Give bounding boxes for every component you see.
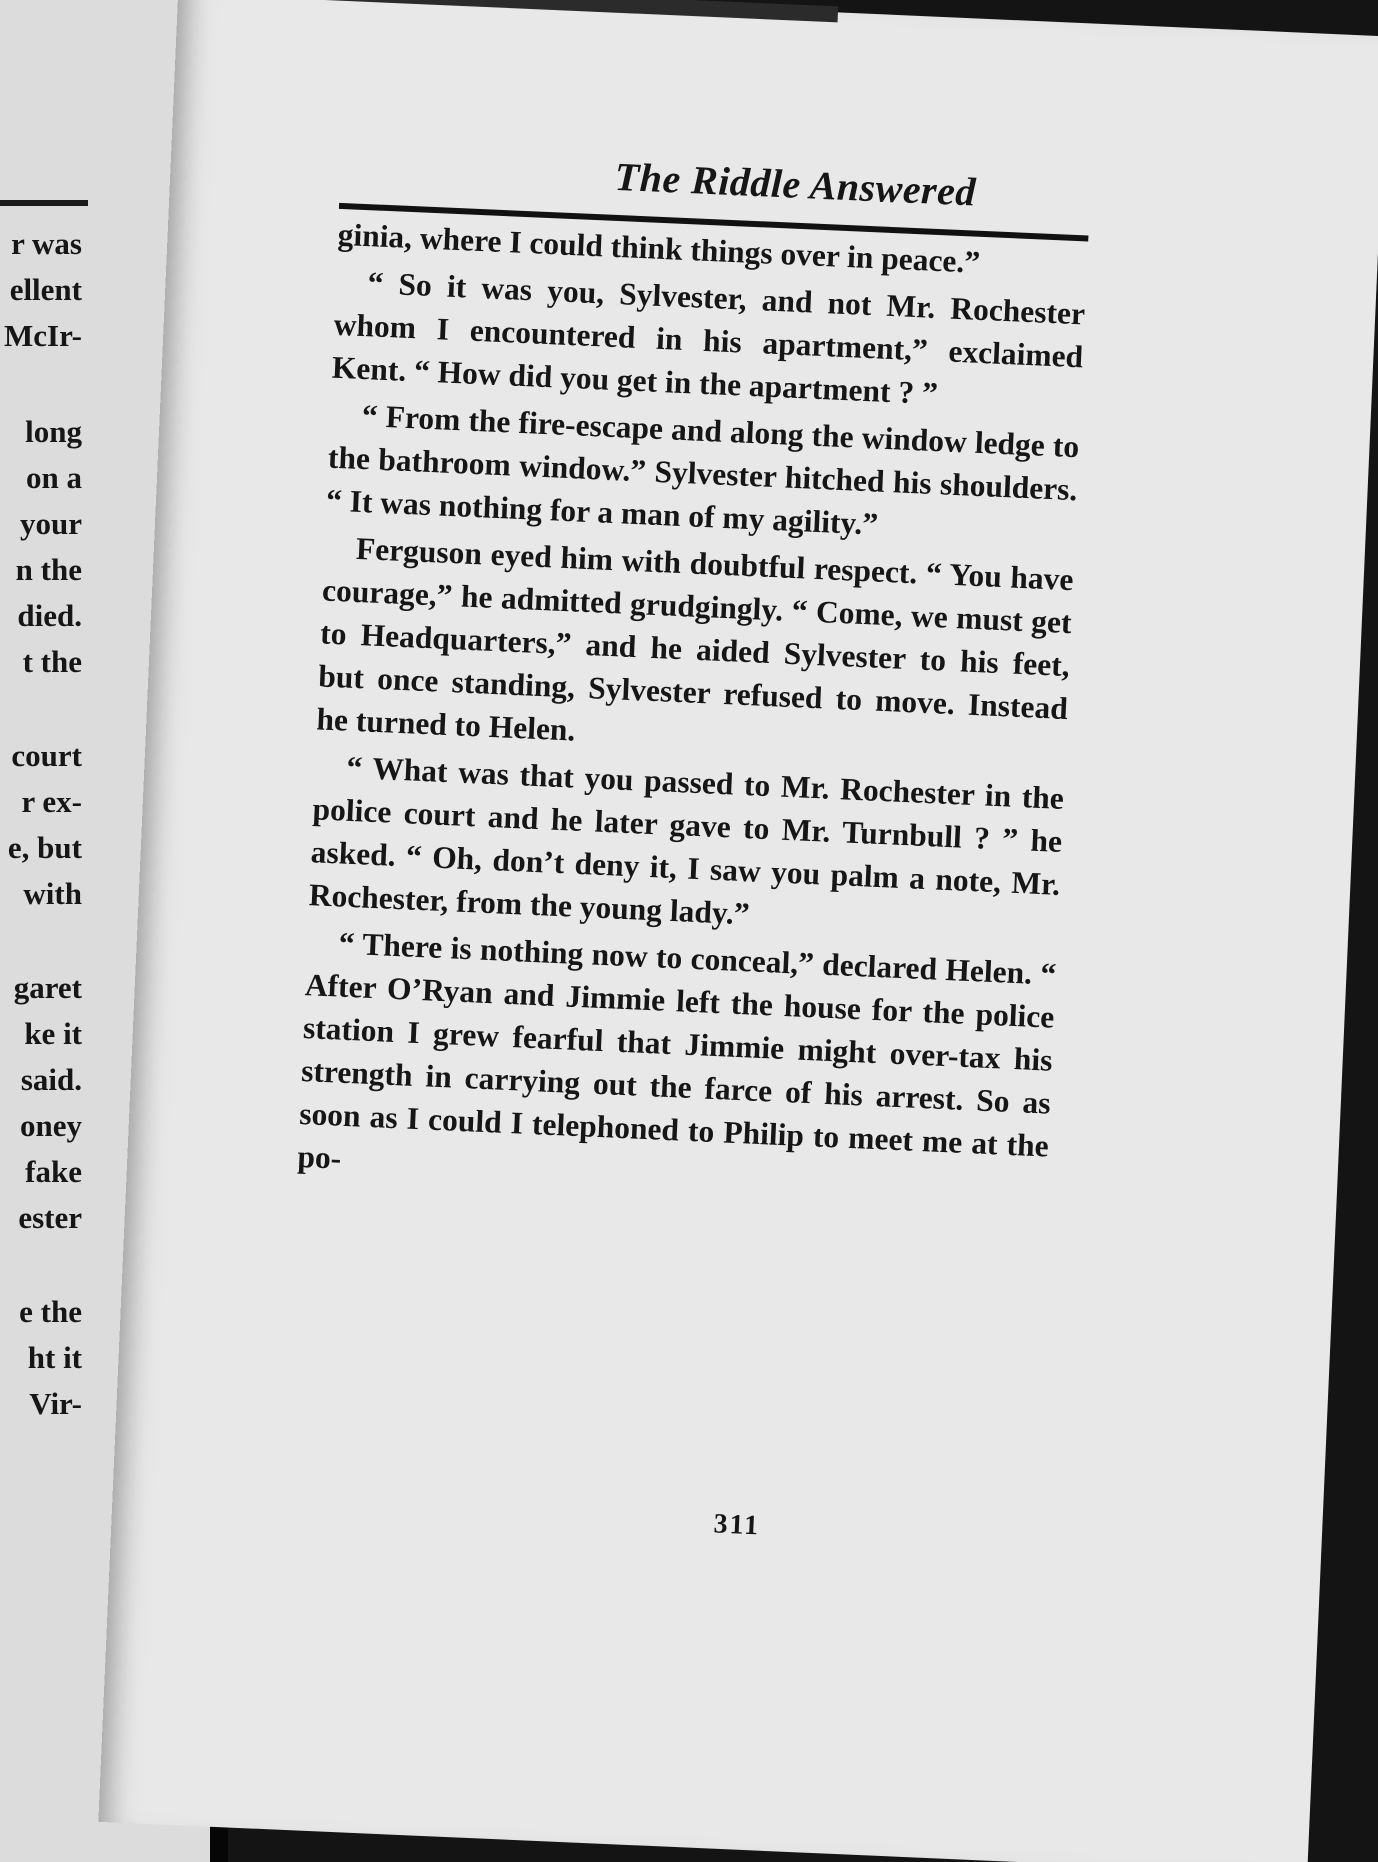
left-page-fragment: your [20,506,82,541]
right-page [98,0,1378,1862]
left-page-fragment: long [25,414,82,449]
left-page-fragment: e the [19,1294,82,1329]
left-page-fragment: with [23,876,82,911]
paragraph: Ferguson eyed him with doubtful respect. “ You have courage,” he admitted grudgingly. “ Come, we must get to Headquarters,” and he aided Sylvester to his feet, but once standing, Sylvester refused to move. Instead he turned to Helen. [315,530,1075,748]
left-page-fragment: e, but [7,830,82,865]
left-page-fragment: r was [11,226,82,261]
left-page-fragment: said. [20,1062,82,1097]
left-page-fragment: ester [18,1200,82,1235]
paragraph: “ From the fire-escape and along the window ledge to the bathroom window.” Sylvester hitched his shoulders. “ It was nothing for a man of my agility.” [325,398,1080,542]
left-page-fragment: died. [17,598,82,633]
paragraph: “ What was that you passed to Mr. Rochester in the police court and he later gave to Mr. Turnbull ? ” he asked. “ Oh, don’t deny it, I saw you palm a note, Mr. Rochester, from the young lady.” [308,749,1065,932]
page-top-edge [278,0,838,22]
left-page-fragment: fake [25,1154,82,1189]
left-page-fragment: oney [20,1108,82,1143]
left-page-fragment: r ex- [21,784,82,819]
left-page-fragment: garet [13,970,82,1005]
page-number: 311 [712,1508,761,1542]
left-page-fragment: McIr- [3,318,82,353]
left-page-fragment: ke it [24,1016,82,1051]
paragraph: ginia, where I could think things over in peace.” [337,216,981,280]
running-head: The Riddle Answered [613,153,977,215]
paragraph: “ There is nothing now to conceal,” declared Helen. “ After O’Ryan and Jimmie left the house for the police station I grew fearful that Jimmie might over-tax his strength in carrying out the farce of his arrest. So as soon as I could I telephoned to Philip to meet me at the po- [296,925,1057,1176]
left-page-fragment: t the [22,644,82,679]
left-page-fragment: n the [15,552,82,587]
left-page-fragment: ellent [9,272,82,307]
paragraph: “ So it was you, Sylvester, and not Mr. Rochester whom I encountered in his apartment,” exclaimed Kent. “ How did you get in the apartment ? ” [331,265,1086,412]
left-page-fragment: ht it [27,1340,82,1375]
left-page-rule [0,200,88,206]
body-text [296,213,1088,1215]
left-page-fragment: Vir- [29,1386,82,1421]
left-page-fragment: court [11,738,82,773]
left-page-fragment: on a [26,460,82,495]
